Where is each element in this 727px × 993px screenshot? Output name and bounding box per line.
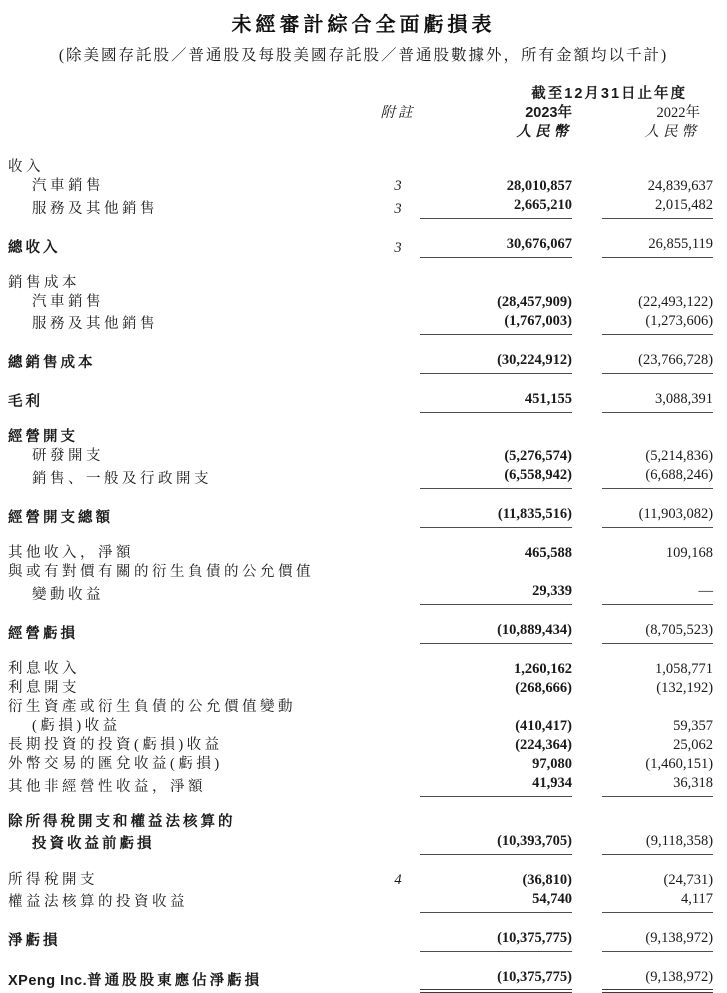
row-label [8, 832, 376, 855]
value-2022: (23,766,728) [602, 334, 713, 373]
table-row [8, 890, 713, 913]
period-header: 截至12月31日止年度 [531, 86, 688, 102]
table-row [8, 755, 713, 774]
row-note [376, 489, 420, 528]
value-2023: 1,260,162 [514, 661, 572, 677]
table-row [8, 605, 713, 644]
statement-rows [8, 142, 713, 991]
table-row [8, 177, 713, 196]
row-note [376, 563, 420, 582]
row-label-text: 長期投資的投資(虧損)收益 [8, 737, 223, 753]
value-2022: (11,903,082) [602, 489, 713, 528]
table-row [8, 412, 713, 447]
table-row [8, 258, 713, 293]
table-row [8, 293, 713, 312]
statement-table [8, 85, 713, 993]
value-2023: 465,588 [524, 545, 572, 561]
row-label-text: 除所得稅開支和權益法核算的 [8, 813, 236, 830]
column-spacer [572, 466, 602, 489]
value-2022: 4,117 [602, 890, 713, 913]
column-spacer [572, 334, 602, 373]
row-label [8, 466, 376, 489]
row-label-text: XPeng Inc.普通股股東應佔淨虧損 [8, 972, 263, 989]
row-label-text: 投資收益前虧損 [32, 836, 155, 852]
table-row [8, 679, 713, 698]
value-2023 [420, 698, 572, 717]
value-2023: (10,889,434) [420, 605, 572, 644]
row-label [8, 373, 376, 412]
row-label [8, 774, 376, 797]
statement-subtitle: (除美國存託股／普通股及每股美國存託股／普通股數據外，所有金額均以千計) [58, 47, 669, 64]
row-label [8, 142, 376, 177]
row-label [8, 447, 376, 466]
row-label [8, 312, 376, 335]
row-note [376, 698, 420, 717]
table-row [8, 698, 713, 717]
row-label-text: 收入 [8, 159, 44, 175]
column-spacer [572, 797, 602, 832]
row-label [8, 736, 376, 755]
table-row [8, 528, 713, 564]
statement-title: 未經審計綜合全面虧損表 [231, 14, 496, 36]
table-row [8, 854, 713, 890]
value-2023: (410,417) [515, 718, 572, 734]
value-2023: (10,375,775) [420, 951, 572, 991]
value-2022: 36,318 [602, 774, 713, 797]
row-label-text: 總收入 [8, 239, 61, 256]
column-spacer [572, 755, 602, 774]
table-row [8, 736, 713, 755]
column-spacer [572, 717, 602, 736]
row-label-text: 經營開支 [8, 429, 78, 445]
row-note [376, 582, 420, 605]
table-row [8, 912, 713, 951]
table-row [8, 334, 713, 373]
row-note [376, 373, 420, 412]
value-2023: (28,457,909) [497, 293, 572, 310]
column-spacer [572, 912, 602, 951]
value-2023 [420, 142, 572, 177]
row-label [8, 489, 376, 528]
value-2022: 25,062 [673, 737, 714, 753]
row-label [8, 605, 376, 644]
value-2022: (1,460,151) [645, 756, 714, 772]
column-spacer [572, 447, 602, 466]
value-2023: 54,740 [420, 890, 572, 913]
value-2023: 30,676,067 [420, 219, 572, 258]
row-label-text: 權益法核算的投資收益 [8, 894, 188, 910]
column-spacer [572, 951, 602, 991]
value-2023: (6,558,942) [420, 466, 572, 489]
value-2023: 451,155 [420, 373, 572, 412]
row-note [376, 890, 420, 913]
table-row [8, 219, 713, 258]
column-spacer [572, 736, 602, 755]
row-label-text: 其他收入，淨額 [8, 545, 134, 561]
column-spacer [572, 698, 602, 717]
row-note [376, 774, 420, 797]
row-label [8, 196, 376, 219]
row-label-text: 利息收入 [8, 661, 80, 677]
row-label [8, 698, 376, 717]
year-2023-header: 2023年 [525, 105, 572, 121]
row-label [8, 412, 376, 447]
value-2022: 59,357 [673, 718, 714, 734]
column-spacer [572, 258, 602, 293]
table-row [8, 582, 713, 605]
value-2022: 24,839,637 [647, 178, 714, 194]
row-label-text: 銷售、一般及行政開支 [32, 470, 212, 487]
column-spacer [572, 854, 602, 890]
value-2023: (5,276,574) [504, 448, 572, 464]
value-2023 [420, 563, 572, 582]
row-note: 3 [394, 239, 402, 256]
row-label [8, 563, 376, 582]
table-row [8, 774, 713, 797]
column-spacer [572, 679, 602, 698]
row-label [8, 679, 376, 698]
table-row [8, 447, 713, 466]
column-spacer [572, 489, 602, 528]
value-2022: (24,731) [663, 871, 714, 888]
value-2022: (6,688,246) [602, 466, 713, 489]
value-2022: (8,705,523) [602, 605, 713, 644]
row-label-text: 服務及其他銷售 [32, 316, 158, 332]
value-2023: 29,339 [420, 582, 572, 605]
column-spacer [572, 890, 602, 913]
value-2022 [602, 698, 713, 717]
table-row [8, 466, 713, 489]
value-2022 [602, 258, 713, 293]
value-2023 [420, 797, 572, 832]
row-note [376, 679, 420, 698]
row-label-text: 汽車銷售 [32, 178, 104, 194]
row-note [376, 644, 420, 680]
row-note: 3 [394, 178, 402, 194]
row-label-text: 服務及其他銷售 [32, 200, 158, 217]
row-label-text: 利息開支 [8, 680, 80, 696]
column-spacer [572, 412, 602, 447]
row-note [376, 951, 420, 991]
row-label [8, 890, 376, 913]
year-2022-header: 2022年 [656, 105, 701, 121]
table-row [8, 644, 713, 680]
row-note [376, 447, 420, 466]
row-label-text: 其他非經營性收益，淨額 [8, 778, 206, 795]
value-2022: 3,088,391 [602, 373, 713, 412]
row-label [8, 854, 376, 890]
note-column-header: 附註 [380, 105, 416, 121]
row-label [8, 797, 376, 832]
row-note [376, 142, 420, 177]
value-2023: 97,080 [532, 756, 572, 772]
row-note [376, 466, 420, 489]
table-row [8, 196, 713, 219]
value-2023: (36,810) [522, 871, 572, 888]
row-note [376, 412, 420, 447]
row-label-text: 淨虧損 [8, 933, 61, 949]
column-spacer [572, 774, 602, 797]
currency-2022-header: 人民幣 [644, 124, 701, 140]
value-2023: 2,665,210 [420, 196, 572, 219]
value-2022: (132,192) [656, 680, 714, 696]
value-2022: 109,168 [665, 545, 714, 561]
column-spacer [572, 605, 602, 644]
value-2023: 41,934 [420, 774, 572, 797]
value-2022: 2,015,482 [602, 196, 713, 219]
table-row [8, 489, 713, 528]
column-spacer [572, 219, 602, 258]
value-2022 [602, 142, 713, 177]
table-row [8, 717, 713, 736]
row-label [8, 717, 376, 736]
row-label [8, 528, 376, 564]
column-spacer [572, 142, 602, 177]
table-row [8, 142, 713, 177]
row-label-text: 總銷售成本 [8, 355, 96, 371]
row-note [376, 832, 420, 855]
column-spacer [572, 528, 602, 564]
row-note [376, 528, 420, 564]
table-row [8, 373, 713, 412]
row-label-text: 汽車銷售 [32, 293, 104, 310]
table-row [8, 951, 713, 991]
currency-2023-header: 人民幣 [516, 124, 572, 140]
value-2023: (10,393,705) [420, 832, 572, 855]
row-label-text: 衍生資產或衍生負債的公允價值變動 [8, 699, 296, 715]
column-spacer [572, 832, 602, 855]
row-label-text: 經營虧損 [8, 625, 78, 642]
value-2022: (1,273,606) [602, 312, 713, 335]
column-spacer [572, 373, 602, 412]
value-2023: (1,767,003) [420, 312, 572, 335]
value-2023: (10,375,775) [420, 912, 572, 951]
value-2023: 28,010,857 [506, 178, 572, 194]
row-label [8, 293, 376, 312]
row-label-text: 外幣交易的匯兌收益(虧損) [8, 756, 223, 772]
row-note [376, 717, 420, 736]
row-label [8, 951, 376, 991]
table-row [8, 832, 713, 855]
row-label [8, 258, 376, 293]
value-2023 [420, 258, 572, 293]
row-label-text: 變動收益 [32, 586, 104, 603]
currency-header-row [8, 123, 713, 142]
row-label [8, 912, 376, 951]
value-2022: 1,058,771 [655, 661, 714, 677]
value-2023: (268,666) [515, 680, 572, 696]
table-row [8, 563, 713, 582]
year-header-row [8, 104, 713, 123]
row-label-text: 與或有對價有關的衍生負債的公允價值 [8, 564, 314, 580]
value-2023: (30,224,912) [420, 334, 572, 373]
row-note [376, 912, 420, 951]
value-2022: (9,138,972) [602, 951, 713, 991]
row-label-text: 銷售成本 [8, 274, 80, 291]
value-2022: (5,214,836) [645, 448, 714, 464]
column-spacer [572, 582, 602, 605]
value-2022 [602, 797, 713, 832]
row-note [376, 258, 420, 293]
row-label-text: (虧損)收益 [32, 718, 121, 734]
column-spacer [572, 293, 602, 312]
row-label [8, 177, 376, 196]
row-note [376, 797, 420, 832]
table-row [8, 312, 713, 335]
row-label-text: 經營開支總額 [8, 509, 113, 526]
row-label-text: 毛利 [8, 394, 43, 410]
row-note [376, 334, 420, 373]
row-note [376, 736, 420, 755]
value-2022: (9,138,972) [602, 912, 713, 951]
value-2023: (11,835,516) [420, 489, 572, 528]
value-2022: 26,855,119 [602, 219, 713, 258]
period-header-row [8, 85, 713, 104]
row-label [8, 334, 376, 373]
row-note [376, 312, 420, 335]
value-2022: (22,493,122) [638, 293, 714, 310]
column-spacer [572, 312, 602, 335]
row-note [376, 755, 420, 774]
value-2023: (224,364) [515, 737, 572, 753]
value-2022: (9,118,358) [602, 832, 713, 855]
row-note [376, 293, 420, 312]
row-label [8, 755, 376, 774]
row-label-text: 所得稅開支 [8, 871, 98, 888]
row-label-text: 研發開支 [32, 448, 104, 464]
column-spacer [572, 644, 602, 680]
row-note: 4 [394, 871, 402, 888]
row-label [8, 219, 376, 258]
table-row [8, 797, 713, 832]
row-label [8, 644, 376, 680]
value-2022 [602, 563, 713, 582]
column-spacer [572, 196, 602, 219]
value-2022: — [602, 582, 713, 605]
value-2023 [420, 412, 572, 447]
row-note: 3 [394, 200, 402, 217]
column-spacer [572, 177, 602, 196]
value-2022 [602, 412, 713, 447]
row-note [376, 605, 420, 644]
column-spacer [572, 563, 602, 582]
row-label [8, 582, 376, 605]
